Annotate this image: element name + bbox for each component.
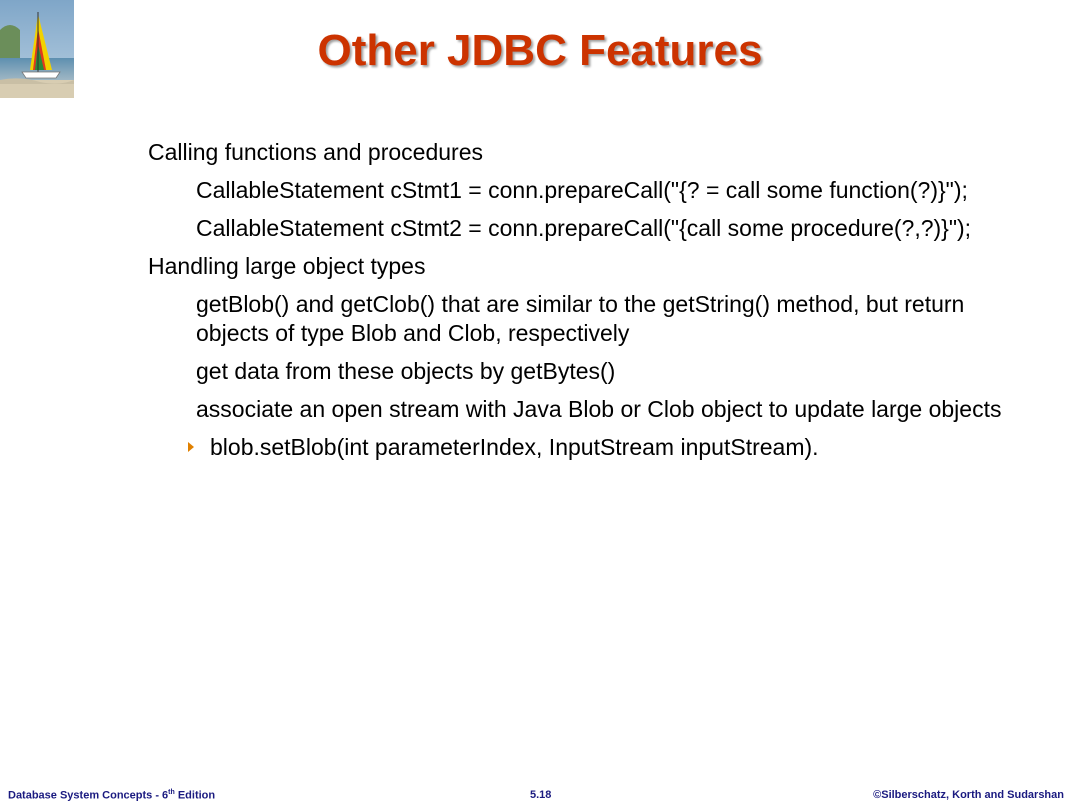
bullet-getblob-getclob: getBlob() and getClob() that are similar to the getString() method, but return objects of type Blob and Clob, respectively [196, 291, 965, 346]
footer-copyright: ©Silberschatz, Korth and Sudarshan [873, 789, 1064, 801]
footer-edition-sup: th [168, 789, 175, 796]
bullet-large-objects: Handling large object types [148, 253, 426, 279]
footer-slide-number: 5.18 [530, 789, 552, 801]
footer-book-prefix: Database System Concepts - 6 [8, 789, 169, 802]
bullet-calling-functions: Calling functions and procedures [148, 139, 483, 165]
bullet-setblob-text: blob.setBlob(int parameterIndex, InputStream inputStream). [210, 434, 819, 460]
footer-book-suffix: Edition [174, 789, 216, 802]
slide-title: Other JDBC Features [317, 26, 763, 75]
bullet-setblob [210, 433, 1028, 462]
bullet-open-stream: associate an open stream with Java Blob or Clob object to update large objects [196, 396, 1002, 422]
footer-book-title [8, 789, 215, 802]
slide-body [148, 138, 1028, 471]
bullet-cstmt2: CallableStatement cStmt2 = conn.prepareCall("{call some procedure(?,?)}"); [196, 215, 972, 241]
triangle-bullet-icon [188, 442, 194, 452]
bullet-getbytes: get data from these objects by getBytes() [196, 358, 616, 384]
bullet-cstmt1: CallableStatement cStmt1 = conn.prepareCall("{? = call some function(?)}"); [196, 177, 968, 203]
